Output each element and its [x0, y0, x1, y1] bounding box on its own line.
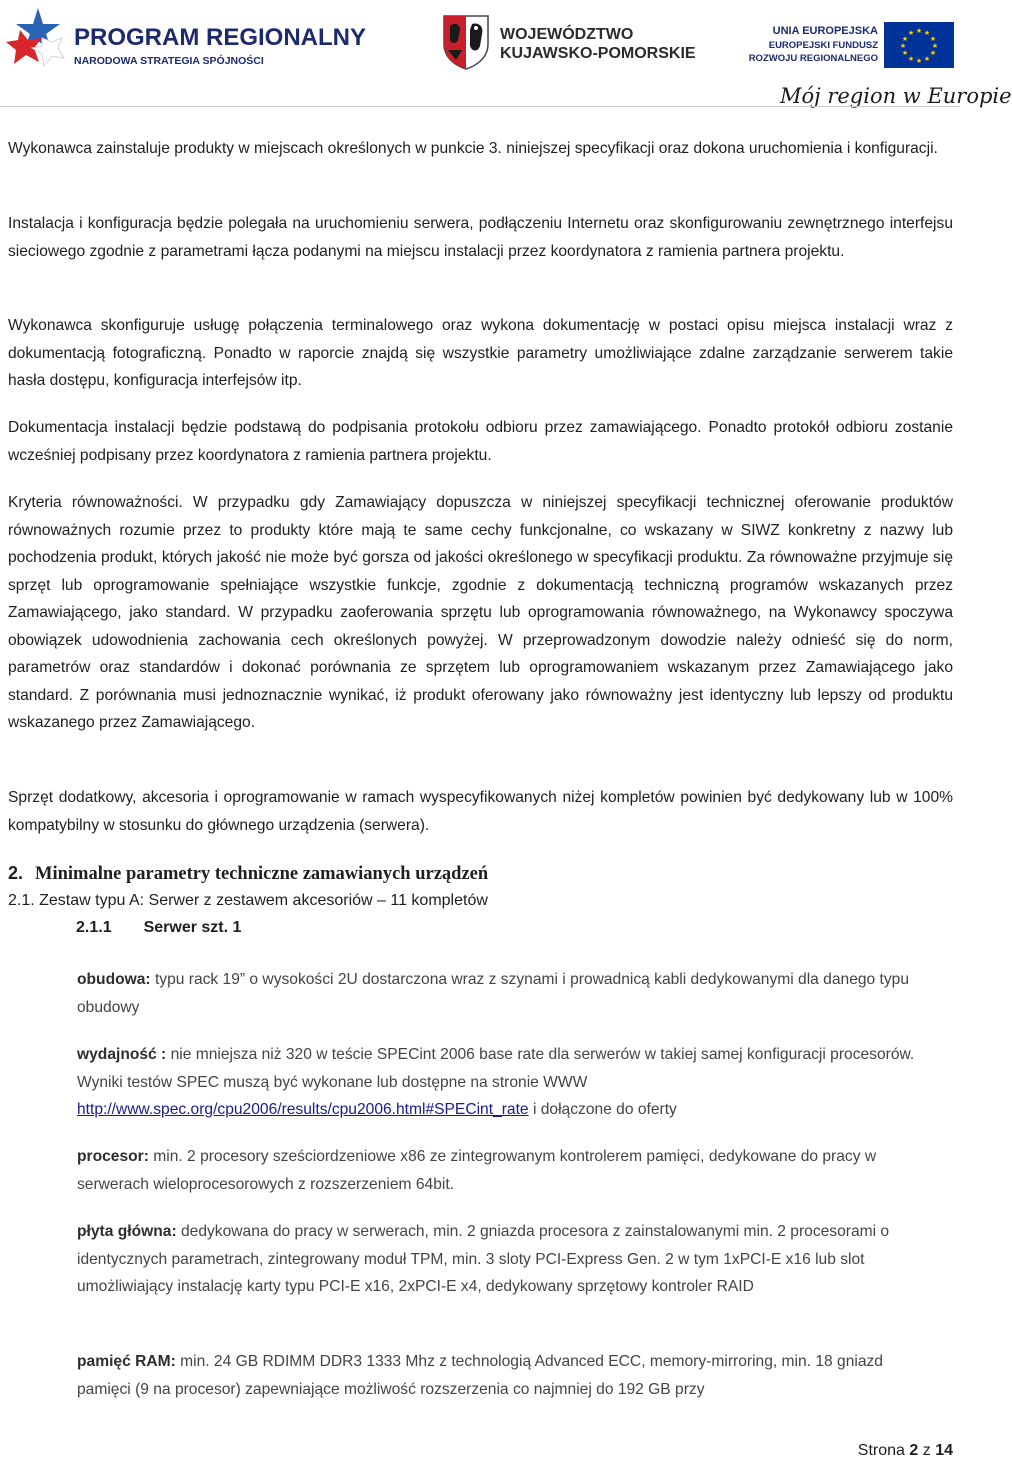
svg-text:★: ★ [901, 35, 909, 43]
section-2-heading [8, 863, 488, 885]
spec-plyta-label: płyta główna: [77, 1223, 177, 1240]
spec-procesor-label: procesor: [77, 1148, 149, 1165]
eu-name-line2: EUROPEJSKI FUNDUSZ [768, 40, 878, 51]
region-name-line2: KUJAWSKO-POMORSKIE [500, 45, 696, 62]
page-number [858, 1442, 953, 1460]
spec-obudowa [77, 966, 937, 1021]
wojewodztwo-logo [442, 14, 696, 70]
section-2-1-1-heading [76, 919, 241, 937]
spec-wydajnosc-label: wydajność : [77, 1046, 167, 1063]
svg-text:★: ★ [907, 29, 915, 37]
section-2-title: Minimalne parametry techniczne zamawianych urządzeń [35, 864, 489, 884]
section-2-1-1-title: Serwer szt. 1 [143, 919, 242, 936]
svg-text:★: ★ [923, 29, 931, 37]
paragraph-configuration: Instalacja i konfiguracja będzie polegała na uruchomieniu serwera, podłączeniu Internetu oraz skonfigurowaniu zewnętrznego interfejsu sieciowego zgodnie z parametrami łącza podanymi na miejscu instalacji przez koordynatora z ramienia partnera projektu. [8, 215, 953, 260]
svg-text:★: ★ [929, 35, 937, 43]
section-2-1-heading: 2.1. Zestaw typu A: Serwer z zestawem akcesoriów – 11 kompletów [8, 892, 488, 909]
coat-of-arms-icon [442, 14, 490, 70]
spec-pamiec-ram [77, 1348, 937, 1403]
spec-wydajnosc-after: i dołączone do oferty [528, 1101, 677, 1118]
program-subtitle: NARODOWA STRATEGIA SPÓJNOŚCI [74, 55, 264, 67]
svg-text:★: ★ [915, 57, 923, 65]
spec-obudowa-label: obudowa: [77, 971, 151, 988]
spec-procesor [77, 1143, 937, 1198]
page-header [0, 0, 1012, 110]
region-name-line1: WOJEWÓDZTWO [500, 26, 634, 43]
svg-text:★: ★ [931, 42, 939, 50]
spec-procesor-text: min. 2 procesory sześciordzeniowe x86 ze zintegrowanym kontrolerem pamięci, dedykowane do pracy w serwerach wieloprocesorowych z rozszerzeniem 64bit. [77, 1148, 877, 1193]
paragraph-accessories: Sprzęt dodatkowy, akcesoria i oprogramowanie w ramach wyspecyfikowanych niżej kompletów powinien być dedykowany lub w 100% kompatybilny w stosunku do głównego urządzenia (serwera). [8, 789, 953, 834]
svg-text:★: ★ [915, 27, 923, 35]
program-title: PROGRAM REGIONALNY [74, 24, 367, 51]
svg-text:★: ★ [923, 55, 931, 63]
spec-wydajnosc [77, 1041, 937, 1124]
spec-ram-label: pamięć RAM: [77, 1353, 176, 1370]
svg-text:★: ★ [907, 55, 915, 63]
paragraph-documentation: Dokumentacja instalacji będzie podstawą do podpisania protokołu odbioru przez zamawiającego. Ponadto protokół odbioru zostanie wcześniej podpisany przez koordynatora z ramienia partnera projektu. [8, 419, 953, 464]
eu-name-line1: UNIA EUROPEJSKA [772, 25, 878, 37]
header-divider [0, 106, 960, 107]
spec-wydajnosc-text: nie mniejsza niż 320 w teście SPECint 2006 base rate dla serwerów w takiej samej konfiguracji procesorów. Wyniki testów SPEC muszą być wykonane lub dostępne na stronie WWW [77, 1046, 915, 1091]
spec-plyta-glowna [77, 1218, 937, 1301]
spec-plyta-text: dedykowana do pracy w serwerach, min. 2 gniazda procesora z zainstalowanymi min. 2 procesorami o identycznych parametrach, zintegrowany moduł TPM, min. 3 sloty PCI-Express Gen. 2 w tym 1xPCI-E x16 lub slot umożliwiający instalację karty typu PCI-E x16, 2xPCI-E x4, dedykowany sprzętowy kontroler RAID [77, 1223, 890, 1295]
eu-flag-icon [884, 22, 954, 68]
paragraph-installation: Wykonawca zainstaluje produkty w miejscach określonych w punkcie 3. niniejszej specyfikacji oraz dokona uruchomienia i konfiguracji. [8, 140, 938, 157]
section-2-number: 2. [8, 863, 24, 883]
page-prefix: Strona [857, 1442, 905, 1459]
svg-text:★: ★ [929, 49, 937, 57]
paragraph-equivalence-criteria: Kryteria równoważności. W przypadku gdy Zamawiający dopuszcza w niniejszej specyfikacji technicznej oferowanie produktów równoważnych rozumie przez to produkty które mają te same cechy funkcjonalne, co wskazany w SIWZ konkretny z nazwy lub pochodzenia produkt, których jakość nie może być gorsza od jakości określonego w specyfikacji produktu. Za równoważne przyjmuje się sprzęt lub oprogramowanie spełniające wszystkie funkcje, zgodnie z dokumentacją techniczną programów wskazanych przez Zamawiającego, jako standard. W przypadku zaoferowania sprzętu lub oprogramowania równoważnego, na Wykonawcy spoczywa obowiązek udowodnienia zachowania cech określonych powyżej. W przeprowadzonym dowodzie należy odnieść się do norm, parametrów oraz standardów i dokonać porównania ze sprzętem lub oprogramowaniem wskazanym przez Zamawiającego jako standard. Z porównania musi jednoznacznie wynikać, iż produkt oferowany jako równoważny jest identyczny lub lepszy od produktu wskazanego przez Zamawiającego. [8, 494, 953, 731]
page-separator: z [922, 1442, 931, 1459]
paragraph-terminal-service: Wykonawca skonfiguruje usługę połączenia terminalowego oraz wykona dokumentację w postaci opisu miejsca instalacji wraz z dokumentacją fotograficzną. Ponadto w raporcie znajdą się wszystkie parametry umożliwiające zdalne zarządzanie serwerem takie hasła dostępu, konfiguracja interfejsów itp. [8, 317, 953, 389]
total-pages: 14 [935, 1442, 953, 1459]
eu-logo [748, 22, 954, 68]
spec-obudowa-text: typu rack 19” o wysokości 2U dostarczona wraz z szynami i prowadnicą kabli dedykowanymi dla danego typu obudowy [77, 971, 910, 1016]
program-star-icon [6, 4, 66, 70]
program-regionalny-logo [6, 4, 367, 70]
spec-url-link[interactable]: http://www.spec.org/cpu2006/results/cpu2006.html#SPECint_rate [77, 1101, 529, 1118]
spec-ram-text: min. 24 GB RDIMM DDR3 1333 Mhz z technologią Advanced ECC, memory-mirroring, min. 18 gniazd pamięci (9 na procesor) zapewniające możliwość rozszerzenia co najmniej do 192 GB przy [77, 1353, 883, 1398]
motto-signature: Mój region w Europie [780, 84, 1012, 108]
eu-name-line3: ROZWOJU REGIONALNEGO [748, 53, 878, 64]
svg-text:★: ★ [899, 42, 907, 50]
svg-text:★: ★ [901, 49, 909, 57]
section-2-1-1-number: 2.1.1 [76, 919, 112, 936]
current-page: 2 [909, 1442, 919, 1459]
